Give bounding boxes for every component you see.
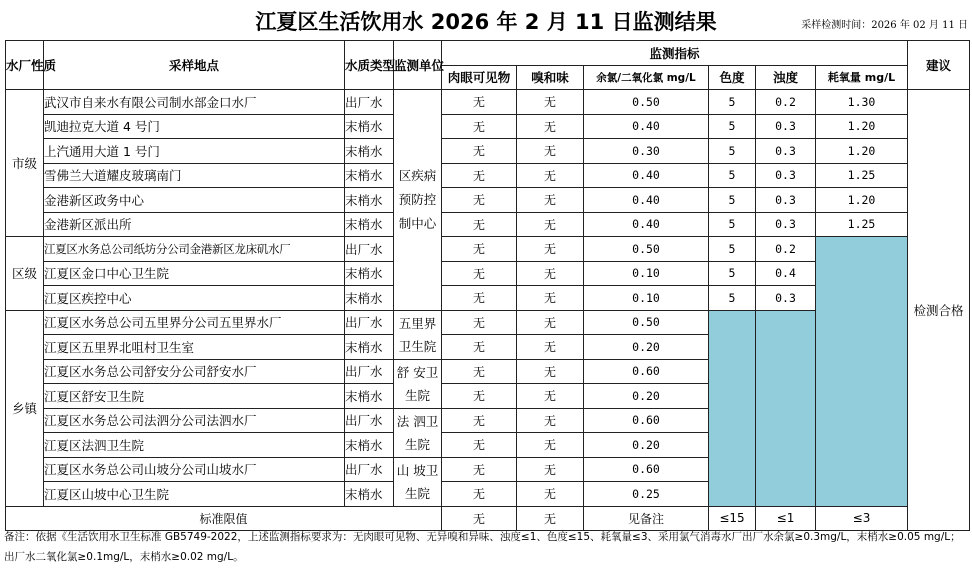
smell-cell: 无: [517, 482, 584, 507]
level-city: 市级: [6, 90, 44, 237]
limit-color: ≤15: [709, 506, 756, 531]
smell-cell: 无: [517, 310, 584, 335]
smell-cell: 无: [517, 139, 584, 164]
unit-shuan: 舒 安卫生院: [394, 359, 442, 408]
table-row: [6, 114, 970, 139]
visible-cell: 无: [442, 237, 517, 262]
color-blank-block: [709, 310, 756, 506]
chlorine-cell: 0.60: [584, 359, 709, 384]
visible-cell: 无: [442, 482, 517, 507]
color-cell: 5: [709, 163, 756, 188]
turbidity-cell: 0.3: [756, 114, 816, 139]
site-cell: 江夏区水务总公司五里界分公司五里界水厂: [44, 310, 345, 335]
chlorine-cell: 0.20: [584, 433, 709, 458]
chlorine-cell: 0.50: [584, 310, 709, 335]
water-type-cell: 末梢水: [345, 212, 394, 237]
site-cell: 江夏区舒安卫生院: [44, 384, 345, 409]
smell-cell: 无: [517, 163, 584, 188]
table-row: [6, 212, 970, 237]
visible-cell: 无: [442, 433, 517, 458]
oxygen-cell: 1.20: [816, 114, 908, 139]
smell-cell: 无: [517, 237, 584, 262]
header-oxygen: 耗氧量 mg/L: [816, 65, 908, 90]
turbidity-cell: 0.2: [756, 237, 816, 262]
smell-cell: 无: [517, 261, 584, 286]
visible-cell: 无: [442, 335, 517, 360]
table-row: [6, 139, 970, 164]
oxygen-cell: 1.20: [816, 188, 908, 213]
turbidity-cell: 0.3: [756, 188, 816, 213]
site-cell: 江夏区五里界北咀村卫生室: [44, 335, 345, 360]
water-type-cell: 末梢水: [345, 163, 394, 188]
chlorine-cell: 0.10: [584, 261, 709, 286]
water-type-cell: 末梢水: [345, 335, 394, 360]
smell-cell: 无: [517, 433, 584, 458]
oxygen-cell: 1.20: [816, 139, 908, 164]
water-type-cell: 末梢水: [345, 286, 394, 311]
turbidity-cell: 0.2: [756, 90, 816, 115]
footnote: 备注：依据《生活饮用水卫生标准 GB5749-2022，上述监测指标要求为：无肉眼可见物、无异嗅和异味、浊度≤1、色度≤15、耗氧量≤3、采用氯气消毒水厂出厂水余氯≥0.3mg/L，末梢水≥0.05 mg/L；出厂水二氧化氯≥0.1mg/L，末梢水≥0.02 mg/L。: [4, 531, 961, 563]
sample-time: 采样检测时间：2026 年 02 月 11 日: [801, 20, 968, 31]
color-cell: 5: [709, 114, 756, 139]
header-turbidity: 浊度: [756, 65, 816, 90]
table-row: [6, 163, 970, 188]
chlorine-cell: 0.20: [584, 384, 709, 409]
visible-cell: 无: [442, 286, 517, 311]
color-cell: 5: [709, 261, 756, 286]
visible-cell: 无: [442, 114, 517, 139]
water-type-cell: 末梢水: [345, 114, 394, 139]
water-type-cell: 出厂水: [345, 457, 394, 482]
water-type-cell: 出厂水: [345, 90, 394, 115]
turbidity-cell: 0.3: [756, 139, 816, 164]
oxygen-cell: 1.25: [816, 212, 908, 237]
unit-cdc: 区疾病预防控制中心: [394, 90, 442, 311]
color-cell: 5: [709, 139, 756, 164]
chlorine-cell: 0.60: [584, 457, 709, 482]
site-cell: 江夏区金口中心卫生院: [44, 261, 345, 286]
table-row: [6, 188, 970, 213]
site-cell: 江夏区法泗卫生院: [44, 433, 345, 458]
turbidity-cell: 0.3: [756, 163, 816, 188]
header-indicators: 监测指标: [442, 41, 908, 66]
header-suggestion: 建议: [908, 41, 970, 90]
oxygen-blank-block: [816, 237, 908, 507]
chlorine-cell: 0.10: [584, 286, 709, 311]
header-chlorine: 余氯/二氧化氯 mg/L: [584, 65, 709, 90]
header-water-type: 水质类型: [345, 41, 394, 90]
water-type-cell: 末梢水: [345, 433, 394, 458]
site-cell: 凯迪拉克大道 4 号门: [44, 114, 345, 139]
visible-cell: 无: [442, 408, 517, 433]
site-cell: 江夏区水务总公司法泗分公司法泗水厂: [44, 408, 345, 433]
chlorine-cell: 0.50: [584, 237, 709, 262]
unit-wulijie: 五里界卫生院: [394, 310, 442, 359]
chlorine-cell: 0.20: [584, 335, 709, 360]
smell-cell: 无: [517, 335, 584, 360]
oxygen-cell: 1.25: [816, 163, 908, 188]
visible-cell: 无: [442, 310, 517, 335]
visible-cell: 无: [442, 90, 517, 115]
visible-cell: 无: [442, 457, 517, 482]
visible-cell: 无: [442, 384, 517, 409]
color-cell: 5: [709, 188, 756, 213]
suggestion-cell: 检测合格: [908, 90, 970, 531]
smell-cell: 无: [517, 384, 584, 409]
limit-smell: 无: [517, 506, 584, 531]
color-cell: 5: [709, 90, 756, 115]
site-cell: 江夏区水务总公司山坡分公司山坡水厂: [44, 457, 345, 482]
water-type-cell: 末梢水: [345, 139, 394, 164]
header-smell: 嗅和味: [517, 65, 584, 90]
unit-fasi: 法 泗卫生院: [394, 408, 442, 457]
water-type-cell: 出厂水: [345, 408, 394, 433]
level-town: 乡镇: [6, 310, 44, 506]
chlorine-cell: 0.50: [584, 90, 709, 115]
visible-cell: 无: [442, 188, 517, 213]
water-type-cell: 末梢水: [345, 261, 394, 286]
results-table: [5, 40, 970, 531]
water-type-cell: 出厂水: [345, 359, 394, 384]
color-cell: 5: [709, 212, 756, 237]
site-cell: 金港新区政务中心: [44, 188, 345, 213]
chlorine-cell: 0.40: [584, 188, 709, 213]
site-cell: 江夏区水务总公司舒安分公司舒安水厂: [44, 359, 345, 384]
level-district: 区级: [6, 237, 44, 311]
table-row: [6, 237, 970, 262]
chlorine-cell: 0.60: [584, 408, 709, 433]
table-row: [6, 90, 970, 115]
turbidity-cell: 0.3: [756, 212, 816, 237]
smell-cell: 无: [517, 359, 584, 384]
color-cell: 5: [709, 286, 756, 311]
limit-turbidity: ≤1: [756, 506, 816, 531]
page-title: 江夏区生活饮用水 2026 年 2 月 11 日监测结果: [255, 10, 717, 34]
site-cell: 江夏区水务总公司纸坊分公司金港新区龙床矶水厂: [44, 237, 345, 262]
visible-cell: 无: [442, 139, 517, 164]
chlorine-cell: 0.30: [584, 139, 709, 164]
limit-chlorine: 见备注: [584, 506, 709, 531]
chlorine-cell: 0.25: [584, 482, 709, 507]
color-cell: 5: [709, 237, 756, 262]
visible-cell: 无: [442, 359, 517, 384]
turbidity-blank-block: [756, 310, 816, 506]
smell-cell: 无: [517, 408, 584, 433]
site-cell: 雪佛兰大道耀皮玻璃南门: [44, 163, 345, 188]
smell-cell: 无: [517, 188, 584, 213]
water-type-cell: 出厂水: [345, 237, 394, 262]
smell-cell: 无: [517, 212, 584, 237]
oxygen-cell: 1.30: [816, 90, 908, 115]
site-cell: 武汉市自来水有限公司制水部金口水厂: [44, 90, 345, 115]
visible-cell: 无: [442, 212, 517, 237]
smell-cell: 无: [517, 90, 584, 115]
visible-cell: 无: [442, 163, 517, 188]
limit-visible: 无: [442, 506, 517, 531]
water-type-cell: 末梢水: [345, 482, 394, 507]
header-plant-type: 水厂性质: [6, 41, 44, 90]
chlorine-cell: 0.40: [584, 163, 709, 188]
header-site: 采样地点: [44, 41, 345, 90]
turbidity-cell: 0.3: [756, 286, 816, 311]
smell-cell: 无: [517, 286, 584, 311]
smell-cell: 无: [517, 114, 584, 139]
visible-cell: 无: [442, 261, 517, 286]
chlorine-cell: 0.40: [584, 114, 709, 139]
site-cell: 江夏区山坡中心卫生院: [44, 482, 345, 507]
header-color: 色度: [709, 65, 756, 90]
site-cell: 金港新区派出所: [44, 212, 345, 237]
unit-shanpo: 山 坡卫生院: [394, 457, 442, 506]
site-cell: 上汽通用大道 1 号门: [44, 139, 345, 164]
chlorine-cell: 0.40: [584, 212, 709, 237]
water-type-cell: 末梢水: [345, 188, 394, 213]
limit-oxygen: ≤3: [816, 506, 908, 531]
header-visible: 肉眼可见物: [442, 65, 517, 90]
site-cell: 江夏区疾控中心: [44, 286, 345, 311]
turbidity-cell: 0.4: [756, 261, 816, 286]
water-type-cell: 末梢水: [345, 384, 394, 409]
header-unit: 监测单位: [394, 41, 442, 90]
water-type-cell: 出厂水: [345, 310, 394, 335]
limits-label: 标准限值: [6, 506, 442, 531]
smell-cell: 无: [517, 457, 584, 482]
